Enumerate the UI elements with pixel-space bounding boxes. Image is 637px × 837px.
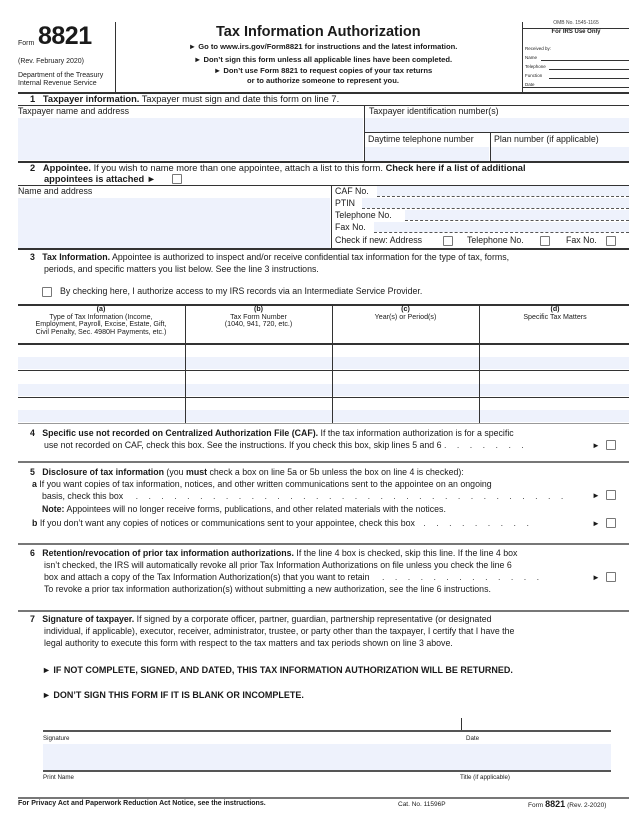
department: Department of the Treasury Internal Revenue Service [18,72,104,87]
appointee-phone-label: Telephone No. [335,210,392,220]
check-if-new-phone-label: Telephone No. [467,235,524,245]
irs-telephone-label: Telephone [525,64,546,69]
line-4-caf-checkbox[interactable] [606,440,616,450]
row-2-matters-input[interactable] [480,371,629,396]
appointee-fax-label: Fax No. [335,222,366,232]
caf-no-input[interactable] [377,186,629,196]
revision-date: (Rev. February 2020) [18,58,85,65]
title-field[interactable] [462,744,611,770]
additional-appointees-checkbox[interactable] [172,174,182,184]
row-1-form-input[interactable] [186,345,332,369]
irs-date-label: Date [525,82,535,87]
daytime-phone-label: Daytime telephone number [368,134,474,144]
row-2-form-input[interactable] [186,371,332,396]
column-header-a: (a) Type of Tax Information (Income, Employment, Payroll, Excise, Estate, Gift, Civil Penalty, Sec. 4980H Payments, etc.) [35,305,167,336]
irs-use-only-box [523,20,629,87]
section-6-text: 6 Retention/revocation of prior tax information authorizations. If the line 4 box is checked, skip this line. If the line 4 box isn’t checked, the IRS will automatically revoke all prior Tax Information Authorizations on file unless you check the line 6 box and attach a copy of the Tax Information Authorization(s) that you want to retain . . . . . . . . . . . . . To revoke a prior tax information authorization(s) without submitting a new authorization, see the line 6 instructions. [30,548,544,594]
row-1-period-input[interactable] [333,345,479,369]
form-label: Form [18,40,35,47]
irs-use-only-title: For IRS Use Only [551,29,601,35]
column-header-d: (d) Specific Tax Matters [523,305,587,321]
isp-access-label: By checking here, I authorize access to my IRS records via an Intermediate Service Provider. [60,286,423,296]
arrow-icon: ► [592,519,600,528]
section-5b-text: b If you don’t want any copies of notices or communications sent to your appointee, check this box . . . . . . . . . [32,518,533,528]
section-1-heading: 1 Taxpayer information. Taxpayer must sign and date this form on line 7. [30,94,340,104]
column-header-c: (c) Year(s) or Period(s) [374,305,437,321]
check-if-new-address-label: Check if new: Address [335,235,423,245]
row-1-matters-input[interactable] [480,345,629,369]
appointee-fax-input[interactable] [374,222,629,232]
header-divider-left [115,22,116,92]
column-header-b: (b) Tax Form Number (1040, 941, 720, etc.) [224,305,293,328]
appointee-phone-input[interactable] [405,210,629,220]
plan-number-label: Plan number (if applicable) [494,134,599,144]
appointee-name-address-input[interactable] [18,198,330,248]
taxpayer-tin-input[interactable] [365,118,629,132]
line-5a-checkbox[interactable] [606,490,616,500]
section-7-text: 7 Signature of taxpayer. If signed by a corporate officer, partner, guardian, partnership representative (or designated individual, if applicable), executor, receiver, administrator, trustee, or party other than the taxpayer, I certify that I have the legal authority to execute this form with respect to the tax matters and tax periods shown on line 3 above. [30,614,515,648]
row-3-period-input[interactable] [333,398,479,422]
section-5-note: Note: Appointees will no longer receive forms, publications, and other related materials with the notices. [42,504,446,514]
section-4-text: 4 Specific use not recorded on Centralized Authorization File (CAF). If the tax information authorization is for a specific use not recorded on CAF, check this box. See the instructions. If you check this box, skip lines 5 and 6 . . . . . . . [30,428,528,450]
line-6-retain-checkbox[interactable] [606,572,616,582]
line-5b-checkbox[interactable] [606,518,616,528]
arrow-icon: ► [592,491,600,500]
new-fax-checkbox[interactable] [606,236,616,246]
warning-not-complete: ► IF NOT COMPLETE, SIGNED, AND DATED, THIS TAX INFORMATION AUTHORIZATION WILL BE RETURNED. [42,665,513,675]
date-label: Date [466,735,480,742]
taxpayer-name-address-label: Taxpayer name and address [18,106,130,116]
daytime-phone-input[interactable] [365,147,489,161]
omb-number: OMB No. 1545-1165 [553,20,599,26]
ptin-label: PTIN [335,198,356,208]
instruction-line-3: ► Don’t use Form 8821 to request copies of your tax returns [213,66,433,75]
row-2-type-input[interactable] [18,371,185,396]
print-name-field[interactable] [43,744,461,770]
appointee-name-address-label: Name and address [18,186,93,196]
section-5-heading: 5 Disclosure of tax information (you must check a box on line 5a or 5b unless the box on line 4 is checked): [30,467,464,477]
section-5a-text: a If you want copies of tax information, notices, and other written communications sent to the appointee on an ongoing basis, check this box . . . . . . . . . . . . . . . . . . . . . . . . . . . . . . . . . . [32,479,568,501]
received-by-label: Received by: [525,46,552,51]
form-title: Tax Information Authorization [216,24,421,40]
plan-number-input[interactable] [491,147,629,161]
check-if-new-fax-label: Fax No. [566,235,597,245]
section-3-heading: 3 Tax Information. Appointee is authorized to inspect and/or receive confidential tax information for the type of tax, forms, periods, and specific matters you list below. See the line 3 instructions. [30,252,510,274]
arrow-icon: ► [592,441,600,450]
new-address-checkbox[interactable] [443,236,453,246]
taxpayer-tin-label: Taxpayer identification number(s) [369,106,499,116]
section-2-heading: 2 Appointee. If you wish to name more than one appointee, attach a list to this form. Check here if a list of additional appointees is attached ► [30,163,526,184]
taxpayer-name-address-input[interactable] [18,118,363,160]
arrow-icon: ► [592,573,600,582]
ptin-input[interactable] [362,198,629,208]
signature-field[interactable] [43,718,461,730]
instruction-line-1: ► Go to www.irs.gov/Form8821 for instructions and the latest information. [188,42,458,51]
row-2-period-input[interactable] [333,371,479,396]
title-label: Title (if applicable) [460,774,510,781]
new-phone-checkbox[interactable] [540,236,550,246]
instruction-line-2: ► Don’t sign this form unless all applicable lines have been completed. [193,55,453,64]
isp-access-checkbox[interactable] [42,287,52,297]
form-number: 8821 [38,22,92,50]
catalog-number: Cat. No. 11596P [398,801,446,808]
warning-dont-sign-blank: ► DON’T SIGN THIS FORM IF IT IS BLANK OR INCOMPLETE. [42,690,304,700]
row-3-type-input[interactable] [18,398,185,422]
privacy-notice: For Privacy Act and Paperwork Reduction Act Notice, see the instructions. [18,800,266,807]
caf-no-label: CAF No. [335,186,369,196]
row-1-type-input[interactable] [18,345,185,369]
footer-form-id: Form 8821 (Rev. 2-2020) [528,799,607,809]
print-name-label: Print Name [43,774,74,781]
row-3-form-input[interactable] [186,398,332,422]
irs-function-label: Function [525,73,543,78]
signature-label: Signature [43,735,70,742]
signature-date-field[interactable] [462,718,610,730]
irs-name-label: Name [525,55,538,60]
row-3-matters-input[interactable] [480,398,629,422]
instruction-line-4: or to authorize someone to represent you. [247,76,399,85]
